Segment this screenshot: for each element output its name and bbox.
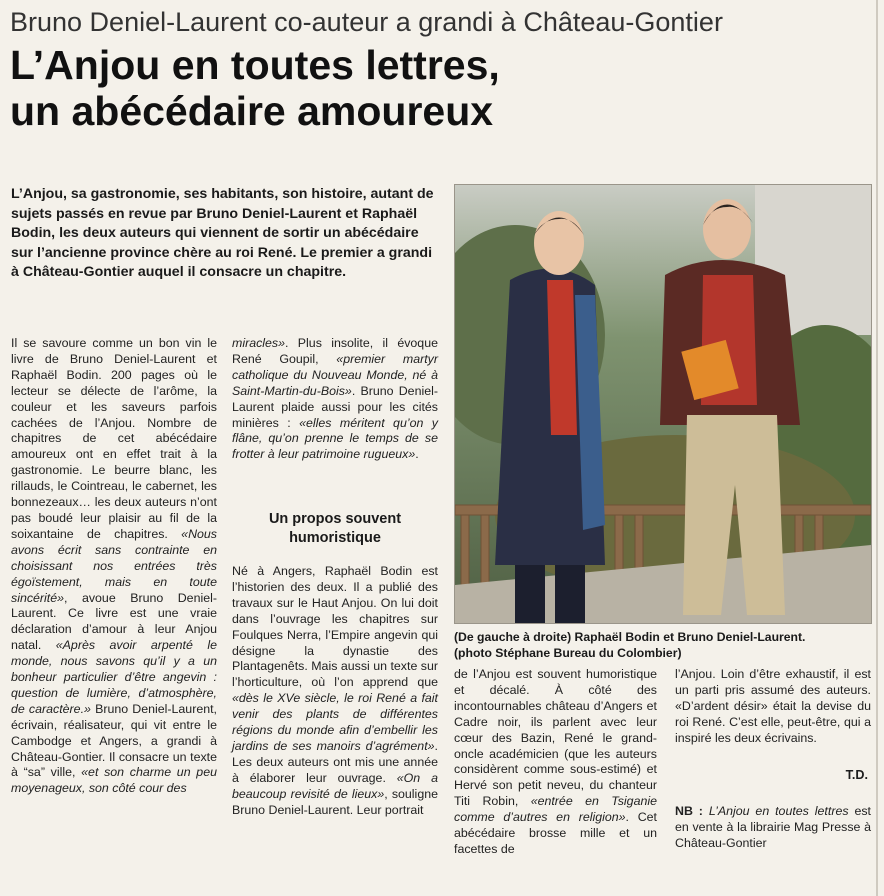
col1-quote-2: «Après avoir arpenté le monde, nous savons qu’il y a un bonheur particulier d’être angevin : question de lumière, d’atmosphère, de caractère.» [11, 638, 217, 716]
author-signature: T.D. [845, 768, 868, 782]
col1-text-1: Il se savoure comme un bon vin le livre de Bruno Deniel-Laurent et Raphaël Bodin. 200 pages où le lecteur se délecte de l’arôme, la couleur et les saveurs parfois cachées de l’Anjou. Nombre de chapitres de cet abécédaire amoureux ont en effet trait à la gastronomie. Le beurre blanc, les rillauds, le Cointreau, le cabernet, les bonnezeaux… les deux auteurs n’ont pas boudé leur plaisir au fil de la soixantaine de chapitres. [11, 336, 217, 541]
col2b-quote-1: «dès le XVe siècle, le roi René a fait venir des plants de différentes régions du monde afin d’embellir les jardins de ses manoirs d’agrément» [232, 691, 438, 753]
col3-text-2: . Cet abécédaire brosse mille et un facettes de [454, 810, 657, 856]
col2-quote-2: «premier martyr catholique du Nouveau Monde, né à Saint-Martin-du-Bois» [232, 351, 438, 398]
col3-text-1: de l’Anjou est souvent humoristique et décalé. À côté des incontournables château d’Angers et Cadre noir, ils parlent avec leur cœur des Bazin, René le grand-oncle académicien (que les auteurs considèrent comme sous-estimé) et Hervé son petit neveu, du chanteur Titi Robin, [454, 667, 657, 809]
article-headline [10, 42, 870, 134]
nb-note [675, 804, 871, 852]
col2b-text-3: , souligne Bruno Deniel-Laurent. Leur portrait [232, 786, 438, 817]
nb-label: NB : [675, 804, 709, 818]
col3-quote-1: «entrée en Tsiganie comme d’autres en religion» [454, 794, 657, 825]
headline-line-1: L’Anjou en toutes lettres, [10, 42, 500, 88]
body-column-1 [11, 336, 217, 797]
article-kicker: Bruno Deniel-Laurent co-auteur a grandi à Château-Gontier [10, 7, 723, 37]
col1-quote-3: «et son charme un peu moyenageux, son côté cour des [11, 765, 217, 796]
body-column-2-continued [232, 564, 438, 819]
nb-book-title: L’Anjou en toutes lettres [708, 804, 849, 818]
col2-quote-3: «elles méritent qu’on y flâne, qu’on prenne le temps de se frotter à leur patrimoine rugueux» [232, 415, 438, 462]
col1-quote-1: «Nous avons écrit sans contrainte en choisissant nos entrées très égoïstement, mais en toute sincérité» [11, 526, 217, 605]
photo-caption [454, 629, 872, 661]
col2b-text-1: Né à Angers, Raphaël Bodin est l’historien des deux. Il a publié des travaux sur le Haut Anjou. On lui doit dans l’ouvrage les chapitres sur Foulques Nerra, l’Empire angevin qui désigne la dynastie des Plantagenêts. Mais aussi un texte sur l’horticulture, où l’on apprend que [232, 564, 438, 690]
authors-photo [454, 184, 872, 624]
col2-text-3: . [415, 447, 419, 462]
col2-text-1: . Plus insolite, il évoque René Goupil, [232, 336, 438, 366]
body-column-3 [454, 667, 657, 858]
section-subhead: Un propos souvent humoristique [268, 511, 402, 546]
col1-text-2: , avoue Bruno Deniel-Laurent. Ce livre est une vraie déclaration d’amour à leur Anjou natal. [11, 590, 217, 653]
nb-text: est en vente à la librairie Mag Presse à Château-Gontier [675, 804, 871, 850]
page-edge-rule [876, 0, 878, 896]
col2b-text-2: . Les deux auteurs ont mis une année à élaborer leur ouvrage. [232, 738, 438, 785]
authors-photo-illustration [455, 185, 871, 623]
col2-quote-1: miracles» [232, 336, 286, 350]
col4-text: l’Anjou. Loin d’être exhaustif, il est un parti pris assumé des auteurs. «D’ardent désir» était la devise du roi René. C’est elle, peut-être, qui a inspiré les deux écrivains. [675, 667, 871, 745]
caption-credit: (photo Stéphane Bureau du Colombier) [454, 646, 682, 660]
col2-text-2: . Bruno Deniel-Laurent plaide aussi pour les cités minières : [232, 383, 438, 430]
body-column-4 [675, 667, 871, 747]
col2b-quote-2: «On a beaucoup revisité de lieux» [232, 770, 438, 801]
body-column-2 [232, 336, 438, 463]
headline-line-2: un abécédaire amoureux [10, 88, 494, 134]
col1-text-3: Bruno Deniel-Laurent, écrivain, réalisateur, qui vit entre le Cambodge et Angers, a grandi à Château-Gontier. Il consacre un texte à “sa” ville, [11, 701, 217, 780]
article-lead: L’Anjou, sa gastronomie, ses habitants, son histoire, autant de sujets passés en revue par Bruno Deniel-Laurent et Raphaël Bodin, les deux auteurs qui viennent de sortir un abécédaire sur l’ancienne province chère au roi René. Le premier a grandi à Château-Gontier auquel il consacre un chapitre. [11, 186, 434, 281]
caption-line-1: (De gauche à droite) Raphaël Bodin et Bruno Deniel-Laurent. [454, 630, 806, 644]
